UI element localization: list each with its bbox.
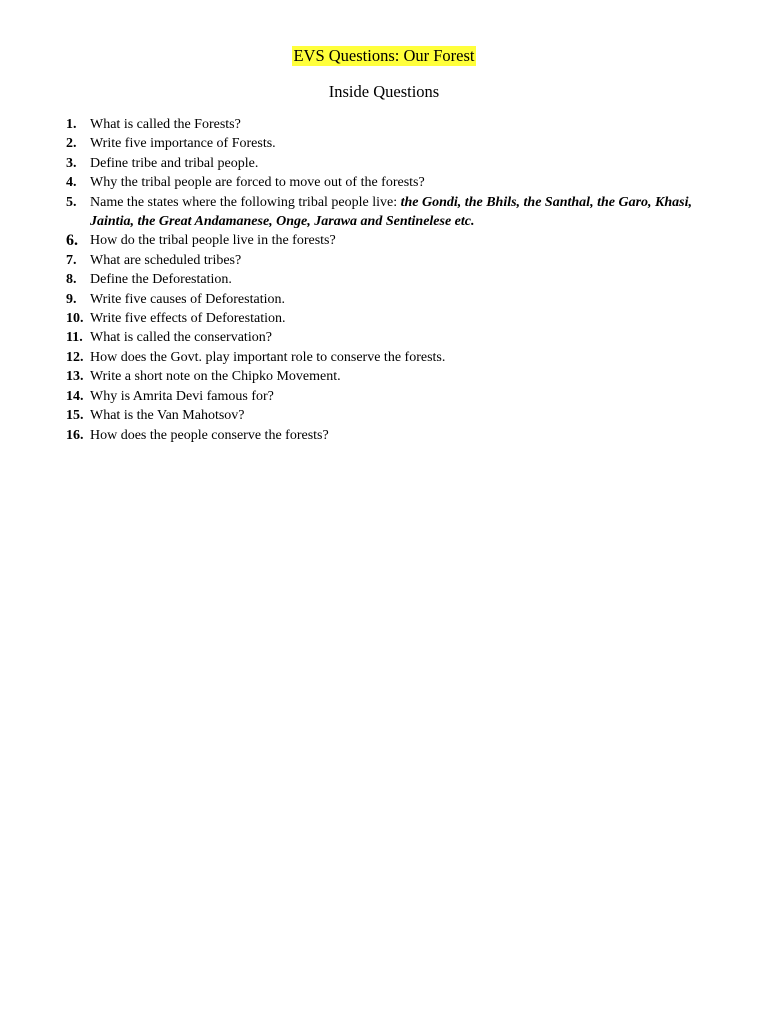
document-subtitle: Inside Questions bbox=[328, 82, 440, 101]
question-number: 11. bbox=[66, 330, 83, 346]
question-text: Write five importance of Forests. bbox=[90, 136, 276, 152]
question-text: How do the tribal people live in the forests? bbox=[90, 233, 336, 249]
question-item bbox=[66, 231, 726, 250]
question-text: Write five causes of Deforestation. bbox=[90, 291, 285, 307]
tribe-names-emphasis: the Gondi, the Bhils, the Santhal, the Garo, Khasi, Jaintia, the Great Andamanese, Onge, Jarawa and Sentinelese etc. bbox=[90, 194, 692, 230]
question-number: 14. bbox=[66, 388, 84, 404]
question-number: 7. bbox=[66, 252, 77, 268]
question-text: What is the Van Mahotsov? bbox=[90, 408, 245, 424]
question-item bbox=[66, 426, 726, 445]
question-item bbox=[66, 348, 726, 367]
question-item bbox=[66, 173, 726, 192]
question-item bbox=[66, 406, 726, 425]
question-text: Define the Deforestation. bbox=[90, 272, 232, 288]
question-number: 4. bbox=[66, 175, 77, 191]
question-item bbox=[66, 387, 726, 406]
question-text: What is called the Forests? bbox=[90, 117, 241, 132]
question-item bbox=[66, 134, 726, 153]
question-number: 16. bbox=[66, 427, 84, 443]
question-number: 8. bbox=[66, 272, 77, 288]
question-number: 15. bbox=[66, 408, 84, 424]
question-list bbox=[66, 115, 726, 445]
question-text-wrapper bbox=[90, 195, 692, 229]
question-number: 5. bbox=[66, 194, 77, 210]
question-text: Define tribe and tribal people. bbox=[90, 155, 259, 171]
question-number: 13. bbox=[66, 369, 84, 385]
question-text: How does the people conserve the forests? bbox=[90, 427, 329, 443]
question-text: What is called the conservation? bbox=[90, 330, 272, 346]
question-number: 10. bbox=[66, 311, 84, 327]
question-number: 1. bbox=[66, 117, 77, 132]
question-item bbox=[66, 270, 726, 289]
question-item bbox=[66, 328, 726, 347]
question-item bbox=[66, 115, 726, 134]
document-title: EVS Questions: Our Forest bbox=[293, 46, 475, 65]
question-text: Why is Amrita Devi famous for? bbox=[90, 388, 274, 404]
title-wrapper bbox=[0, 46, 768, 66]
question-number: 6. bbox=[66, 232, 78, 250]
question-item bbox=[66, 290, 726, 309]
question-item bbox=[66, 367, 726, 386]
question-text: Write a short note on the Chipko Movement. bbox=[90, 369, 341, 385]
question-number: 3. bbox=[66, 155, 77, 171]
question-item bbox=[66, 193, 726, 232]
question-text: Write five effects of Deforestation. bbox=[90, 311, 286, 327]
question-number: 9. bbox=[66, 291, 77, 307]
question-number: 12. bbox=[66, 349, 84, 365]
question-item bbox=[66, 309, 726, 328]
question-item bbox=[66, 251, 726, 270]
question-item bbox=[66, 154, 726, 173]
question-text: Name the states where the following tribal people live: bbox=[90, 194, 401, 210]
question-text: What are scheduled tribes? bbox=[90, 252, 242, 268]
question-text: How does the Govt. play important role to conserve the forests. bbox=[90, 349, 446, 365]
question-text: Why the tribal people are forced to move out of the forests? bbox=[90, 175, 425, 191]
question-number: 2. bbox=[66, 136, 77, 152]
